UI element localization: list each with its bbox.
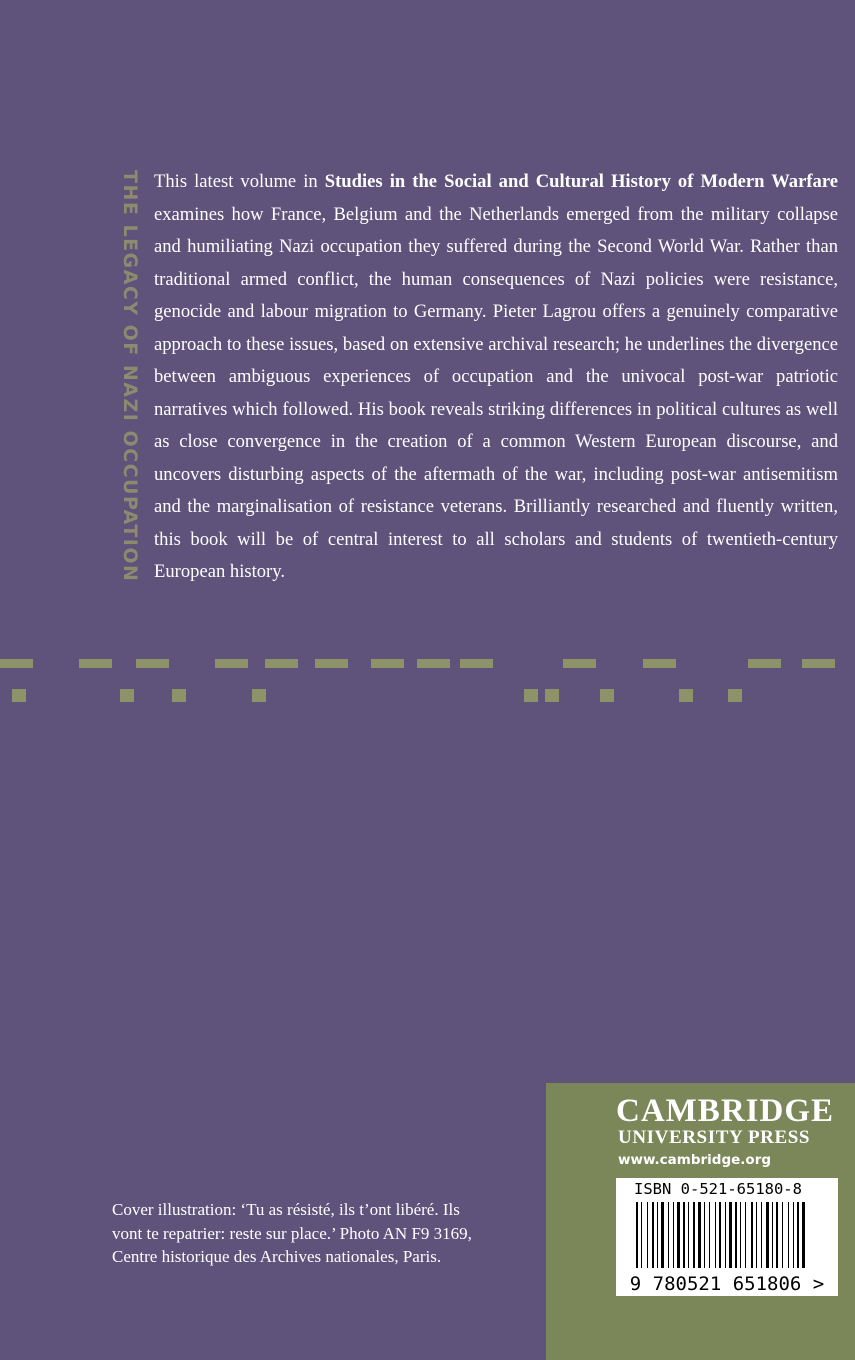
publisher-press: UNIVERSITY PRESS [618,1127,811,1148]
dash [12,689,26,702]
barcode-bar [782,1202,783,1268]
dash [802,659,835,668]
barcode-bar [793,1202,794,1268]
barcode-bar [745,1202,746,1268]
barcode-bar [766,1202,769,1268]
spine-title-text: THE LEGACY OF NAZI OCCUPATION [119,170,141,583]
barcode-bar [802,1202,805,1268]
barcode-bar [673,1202,674,1268]
barcode-bar [719,1202,721,1268]
isbn-label: ISBN 0-521-65180-8 [634,1180,802,1198]
barcode-bar [735,1202,737,1268]
publisher-url: www.cambridge.org [618,1152,772,1168]
blurb-paragraph [154,166,838,589]
barcode-bar [647,1202,648,1268]
blurb-intro: This latest volume in [154,171,325,192]
barcode-bar [636,1202,638,1268]
spine-title [118,170,142,583]
dash [563,659,596,668]
dash [371,659,404,668]
barcode-bar [641,1202,642,1268]
dash [460,659,493,668]
barcode-bar [740,1202,741,1268]
dash [524,689,538,702]
dash [748,659,781,668]
dash [643,659,676,668]
barcode-graphic [616,1178,838,1296]
barcode-bar [729,1202,732,1268]
dash [136,659,169,668]
dash [215,659,248,668]
dash [252,689,266,702]
dash [0,659,33,668]
dash [265,659,298,668]
publisher-name: CAMBRIDGE [616,1093,835,1129]
barcode [616,1178,838,1296]
barcode-bar [751,1202,753,1268]
barcode-bar [698,1202,701,1268]
barcode-bar [715,1202,716,1268]
dash [79,659,112,668]
publisher-panel [546,1083,855,1360]
barcode-bar [661,1202,664,1268]
barcode-digits: 9 780521 651806 > [629,1273,825,1295]
barcode-bar [677,1202,680,1268]
blurb-body: examines how France, Belgium and the Netherlands emerged from the military collapse and humiliating Nazi occupation they suffered during the Second World War. Rather than traditional armed conflict, the human consequences of Nazi policies were resistance, genocide and labour migration to Germany. Pieter Lagrou offers a genuinely comparative approach to these issues, based on extensive archival research; he underlines the divergence between ambiguous experiences of occupation and the univocal post-war patriotic narratives which followed. His book reveals striking differences in political cultures as well as close convergence in the creation of a common Western European discourse, and uncovers disturbing aspects of the aftermath of the war, including post-war antisemitism and the marginalisation of resistance veterans. Brilliantly researched and fluently written, this book will be of central interest to all scholars and students of twentieth-century European history. [154,203,838,582]
barcode-bar [756,1202,757,1268]
barcode-bar [709,1202,710,1268]
series-title: Studies in the Social and Cultural History of Modern Warfare [324,171,838,192]
dash [172,689,186,702]
dash [545,689,559,702]
barcode-bar [652,1202,654,1268]
barcode-bar [761,1202,762,1268]
dash [679,689,693,702]
dash [728,689,742,702]
barcode-bar [772,1202,773,1268]
barcode-bar [704,1202,705,1268]
dash [315,659,348,668]
barcode-bar [657,1202,658,1268]
barcode-bar [668,1202,669,1268]
cover-illustration-caption: Cover illustration: ‘Tu as résisté, ils t’ont libéré. Ils vont te repatrier: reste sur place.’ Photo AN F9 3169, Centre historique des Archives nationales, Paris. [112,1200,472,1266]
barcode-bar [693,1202,695,1268]
barcode-bar [683,1202,685,1268]
dash [417,659,450,668]
dash [600,689,614,702]
barcode-bar [725,1202,726,1268]
barcode-bar [776,1202,778,1268]
barcode-bar [688,1202,689,1268]
dash [120,689,134,702]
barcode-bar [797,1202,799,1268]
barcode-bar [788,1202,789,1268]
